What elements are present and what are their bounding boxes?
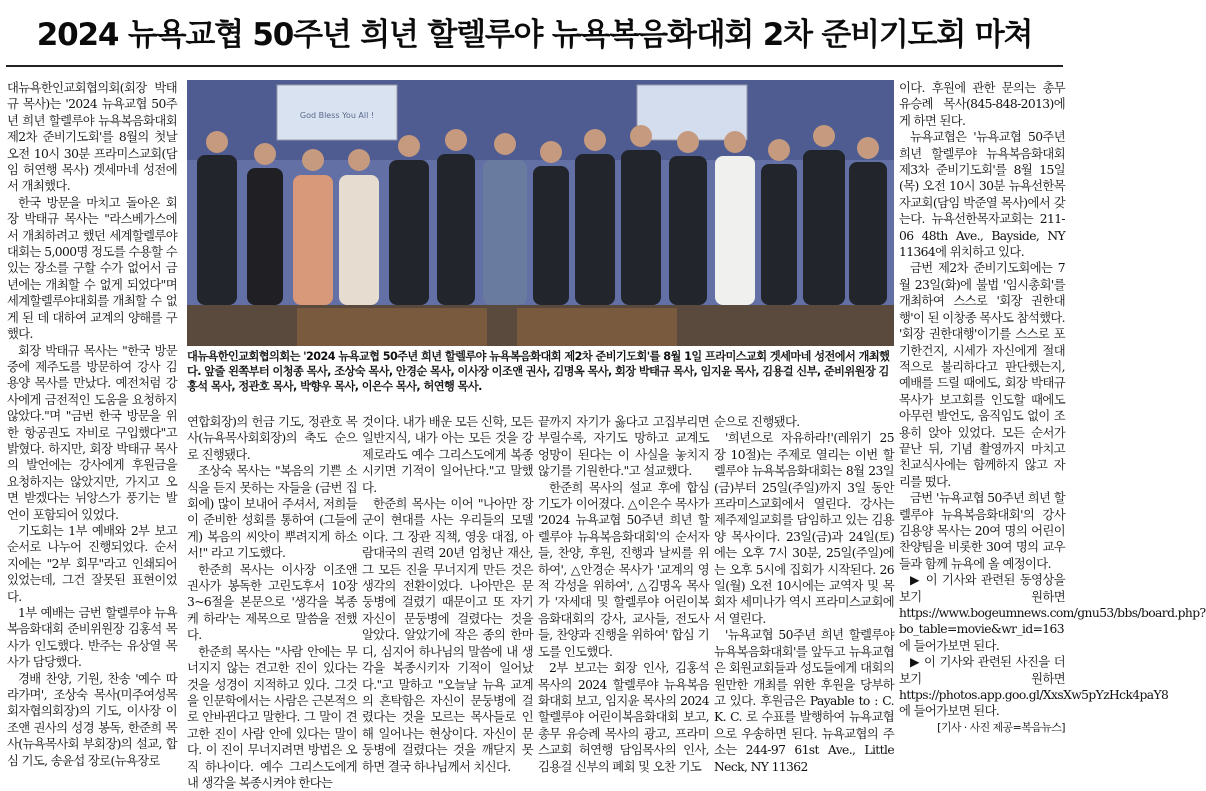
paragraph: 한준희 목사는 이어 "나아만 장군이 현대를 사는 우리들의 모델이다. 그 장관 직책, 영웅 대접, 아람대국의 권력 20년 엄청난 재산, 그 모든 진을 무너지게 만든 것은 생각의 전환이었다. 나아만은 문둥병에 걸렸기 때문이고 또 자기 자신이 문둥병에 걸렸다는 것을 알았다. 알았기에 작은 종의 한마디, 심지어 하나님의 말씀에 내 생각을 복종시키자 기적이 일어났다."고 말하고 "오늘날 뉴욕 교계의 흔탁함은 자신이 문둥병에 걸렸다는 것을 모르는 목사들로 인해 일어나는 현상이다. 자신이 문둥병에 걸렸다는 것을 깨닫지 못하면 결국 하나님께서 치신다.	[362, 497, 533, 774]
link-paragraph: ▶ 이 기사와 관련된 동영상을 보기 원하면 https://www.bogeumnews.com/gnu53/bbs/board.php?bo_table=movie&wr_id=163에 들어가보면 된다.	[899, 573, 1206, 653]
screen-text: God Bless You All !	[299, 111, 375, 120]
photo-credit: [기사 · 사진 제공=복음뉴스]	[937, 720, 1065, 734]
group-photo	[187, 80, 894, 346]
article-column-3	[362, 414, 533, 782]
paragraph: 한국 방문을 마치고 돌아온 회장 박태규 목사는 "라스베가스에서 개최하려고 했던 세계할렐루야대회는 5,000명 정도를 수용할 수 있는 장소를 구할 수가 없어서 금년에는 개최할 수 없게 되었다"며 세계할렐루야대회를 개최할 수 없게 된 데 대하여 교계의 양해를 구했다.	[7, 195, 177, 342]
article-column-2	[187, 414, 357, 790]
paragraph: '희년으로 자유하라!'(레위기 25장 10절)는 주제로 열리는 이번 할렐루야 뉴욕복음화대회는 8월 23일(금)부터 25일(주일)까지 3일 동안 프라미스교회에서 열린다. 강사는 제주제일교회를 담임하고 있는 김용양 목사이다. 23일(금)과 24일(토)에는 오후 7시 30분, 25일(주일)에는 오후 5시에 집회가 시작된다. 26일(월) 오전 10시에는 교역자 및 목회자 세미나가 역시 프라미스교회에서 열린다.	[714, 431, 894, 626]
link-paragraph: ▶ 이 기사와 관련된 사진을 더 보기 원하면 https://photos.app.goo.gl/XxsXw5pYzHck4paY8에 들어가보면 된다.	[899, 655, 1169, 719]
headline-rule	[6, 65, 1063, 67]
paragraph: 한준희 목사의 설교 후에 합심 기도가 이어졌다. △이은수 목사가 '2024 뉴욕교협 50주년 희년 할렐루야 뉴욕복음화대회'의 순서자들, 찬양, 후원, 진행과 날씨를 위하여', △안경순 목사가 '교계의 영적 각성을 위하여', △김명옥 목사가 '자세대 및 할렐루야 어린이복음화대회의 강사, 교사들, 전도사들, 찬양과 진행을 위하여' 합심 기도를 인도했다.	[538, 480, 709, 659]
paragraph: 것이다. 내가 배운 모든 신학, 모든 일반지식, 내가 아는 모든 것을 강제로라도 예수 그리스도에게 복종시키면 기적이 일어난다."고 말했다.	[362, 415, 533, 495]
article-column-1	[7, 80, 177, 782]
paragraph: 연합회장)의 헌금 기도, 정관호 목사(뉴욕목사회회장)의 축도 순으로 진행됐다.	[187, 415, 357, 462]
paragraph: 2부 보고는 회장 인사, 김홍석 목사의 2024 할렐루야 뉴욕복음화대회 보고, 임지윤 목사의 2024 할렐루야 어린이복음화대회 보고, 총무 유승례 목사의 광고, 프라미스교회 허연행 담임목사의 인사, 김용걸 신부의 폐회 및 오찬 기도	[538, 661, 709, 774]
paragraph: 기도회는 1부 예배와 2부 보고 순서로 나누어 진행되었다. 순서지에는 "2부 회무"라고 인쇄되어 있었는데, 그건 잘못된 표현이었다.	[7, 523, 177, 604]
article-column-6	[899, 80, 1206, 782]
paragraph: 대뉴욕한인교회협의회(회장 박태규 목사)는 '2024 뉴욕교협 50주년 희년 할렐루야 뉴욕복음화대회 제2차 준비기도회'를 8월의 첫날 오전 10시 30분 프라미스교회(담임 허연행 목사) 겟세마네 성전에서 개최했다.	[7, 81, 177, 194]
paragraph: 한준희 목사는 이사장 이조앤 권사가 봉독한 고린도후서 10장 3~6절을 본문으로 '생각을 복종케 하라'는 제목으로 말씀을 전했다.	[187, 562, 357, 643]
paragraph: 1부 예배는 금번 할렐루야 뉴욕복음화대회 준비위원장 김홍석 목사가 인도했다. 반주는 유상열 목사가 담당했다.	[7, 606, 177, 670]
paragraph: 이다. 후원에 관한 문의는 총무 유승례 목사(845-848-2013)에게 하면 된다.	[899, 81, 1065, 128]
paragraph: 경배 찬양, 기원, 찬송 '예수 따라가며', 조상숙 목사(미주여성목회자협의회장)의 기도, 이사장 이조앤 권사의 성경 봉독, 한준희 목사(뉴욕목사회 부회장)의 설교, 합심 기도, 송윤섭 장로(뉴욕장로	[7, 671, 177, 768]
paragraph: 조상숙 목사는 "복음의 기쁜 소식을 듣지 못하는 자들을 (금번 집회에) 많이 보내어 주셔서, 저희들이 준비한 성회를 통하여 (그들에게) 복음의 씨앗이 뿌려지게 하소서!" 라고 기도했다.	[187, 464, 357, 561]
paragraph: 끝까지 자기가 옳다고 고집부리면 부릴수록, 자기도 망하고 교계도 엉망이 된다는 이 사실을 놓치지 않기를 기원한다."고 설교했다.	[538, 415, 709, 479]
article-headline: 2024 뉴욕교협 50주년 희년 할렐루야 뉴욕복음화대회 2차 준비기도회 마쳐	[36, 16, 1033, 53]
paragraph: 한준희 목사는 "사람 안에는 무너지지 않는 견고한 진이 있다는 것을 성경이 지적하고 있다. 그것을 인문학에서는 사람은 근본적으로 안바뀐다고 말한다. 그 말이 견고한 진이 사람 안에 있다는 말이다. 이 진이 무너지려면 방법은 오직 하나이다. 예수 그리스도에게 내 생각을 복종시켜야 한다는	[187, 644, 357, 790]
paragraph: 순으로 진행됐다.	[714, 415, 800, 429]
paragraph: 뉴욕교협은 '뉴욕교협 50주년 희년 할렐루야 뉴욕복음화대회 제3차 준비기도회'를 8월 15일(목) 오전 10시 30분 뉴욕선한목자교회(담임 박준열 목사)에서 갖는다. 뉴욕선한목자교회는 211-06 48th Ave., Bayside, NY 11364에 위치하고 있다.	[899, 130, 1065, 260]
paragraph: '뉴욕교협 50주년 희년 할렐루야 뉴욕복음화대회'를 앞두고 뉴욕교협은 회원교회들과 성도들에게 대회의 원만한 개최를 위한 후원을 당부하고 있다. 후원금은 Payable to : C. K. C. 로 수표를 발행하여 뉴욕교협으로 우송하면 된다. 뉴욕교협의 주소는 244-97 61st Ave., Little Neck, NY 11362	[714, 628, 894, 774]
article-column-4	[538, 414, 709, 782]
photo-caption: 대뉴욕한인교회협의회는 '2024 뉴욕교협 50주년 희년 할렐루야 뉴욕복음화대회 제2차 준비기도회'를 8월 1일 프라미스교회 겟세마네 성전에서 개최했다. 앞줄 왼쪽부터 이청종 목사, 조상숙 목사, 안경순 목사, 이사장 이조앤 권사, 김명옥 목사, 회장 박태규 목사, 임지윤 목사, 김용걸 신부, 준비위원장 김홍석 목사, 정관호 목사, 박향우 목사, 이은수 목사, 허연행 목사.	[187, 350, 890, 393]
paragraph: 금번 '뉴욕교협 50주년 희년 할렐루야 뉴욕복음화대회'의 강사 김용양 목사는 20여 명의 어린이 찬양팀을 비롯한 30여 명의 교우들과 함께 뉴욕에 올 예정이다.	[899, 491, 1065, 571]
paragraph: 금번 제2차 준비기도회에는 7월 23일(화)에 불법 '임시총회'를 개최하여 스스로 '회장 권한대행'이 된 이창종 목사도 참석했다. '회장 권한대행'이기를 스스로 포기한건지, 시세가 자신에게 절대적으로 불리하다고 판단했는지, 예배를 드릴 때에도, 회장 박태규 목사가 보고회를 인도할 때에도 아무런 발언도, 움직임도 없이 조용히 앉아 있었다. 모든 순서가 끝난 뒤, 기념 촬영까지 마치고 친교식사에는 함께하지 않고 자리를 떴다.	[899, 261, 1065, 489]
article-column-5	[714, 414, 894, 782]
paragraph: 회장 박태규 목사는 "한국 방문 중에 제주도를 방문하여 강사 김용양 목사를 만났다. 예전처럼 강사에게 금전적인 도움을 요청하지 않았다."며 "금번 한국 방문을 위한 항공권도 자비로 구입했다"고 밝혔다. 하지만, 회장 박태규 목사의 발언에는 강사에게 후원금을 요청하지는 않았지만, 가지고 오면 받겠다는 뉘앙스가 풍기는 발언이 포함되어 있었다.	[7, 343, 177, 522]
